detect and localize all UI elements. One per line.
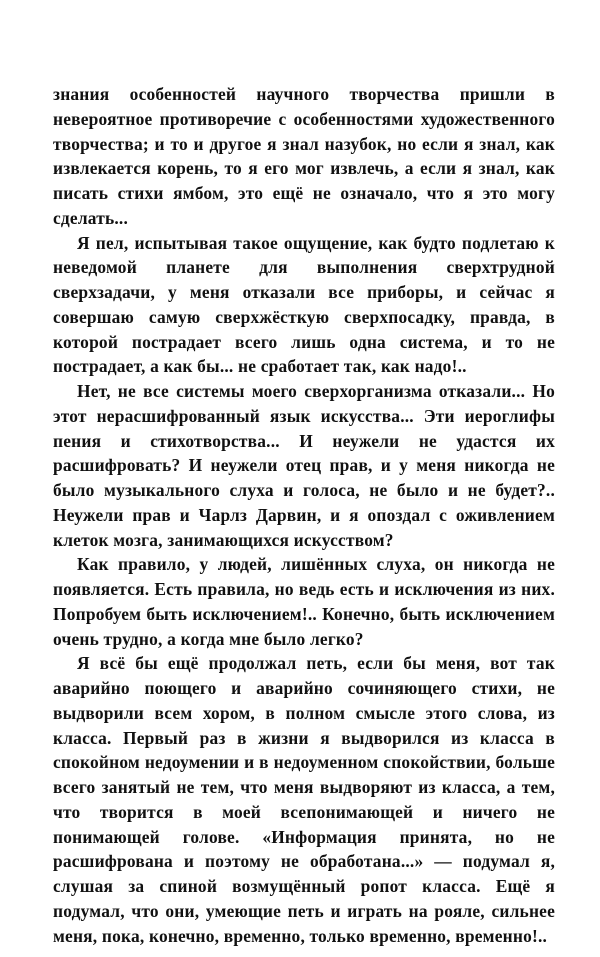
body-text <box>53 82 555 948</box>
paragraph-5: Я всё бы ещё продолжал петь, если бы меня, вот так аварийно поющего и аварийно сочиняющего стихи, не выдворили всем хором, в полном смысле этого слова, из класса. Первый раз в жизни я выдворился из класса в спокойном недоумении и в недоуменном спокойствии, больше всего занятый не тем, что меня выдворяют из класса, а тем, что творится в моей всепонимающей и ничего не понимающей голове. «Информация принята, но не расшифрована и поэтому не обработана...» — подумал я, слушая за спиной возмущённый ропот класса. Ещё я подумал, что они, умеющие петь и играть на рояле, сильнее меня, пока, конечно, временно, только временно, временно!.. <box>53 653 555 946</box>
paragraph-2: Я пел, испытывая такое ощущение, как будто подлетаю к неведомой планете для выполнения сверхтрудной сверхзадачи, у меня отказали все приборы, и сейчас я совершаю самую сверхжёсткую сверхпосадку, правда, в которой пострадает всего лишь одна система, и то не пострадает, а как бы... не сработает так, как надо!.. <box>53 232 555 377</box>
paragraph-1: знания особенностей научного творчества пришли в невероятное противоречие с особенностями художественного творчества; и то и другое я знал назубок, но если я знал, как извлекается корень, то я его мог извлечь, а если я знал, как писать стихи ямбом, это ещё не означало, что я это могу сделать... <box>53 84 555 228</box>
paragraph-4: Как правило, у людей, лишённых слуха, он никогда не появляется. Есть правила, но ведь есть и исключения из них. Попробуем быть исключением!.. Конечно, быть исключением очень трудно, а когда мне было легко? <box>53 554 555 649</box>
paragraph-3: Нет, не все системы моего сверхорганизма отказали... Но этот нерасшифрованный язык искусства... Эти иероглифы пения и стихотворства... И неужели не удастся их расшифровать? И неужели отец прав, и у меня никогда не было музыкального слуха и голоса, не было и не будет?.. Неужели прав и Чарлз Дарвин, и я опоздал с оживлением клеток мозга, занимающихся искусством? <box>53 381 555 550</box>
